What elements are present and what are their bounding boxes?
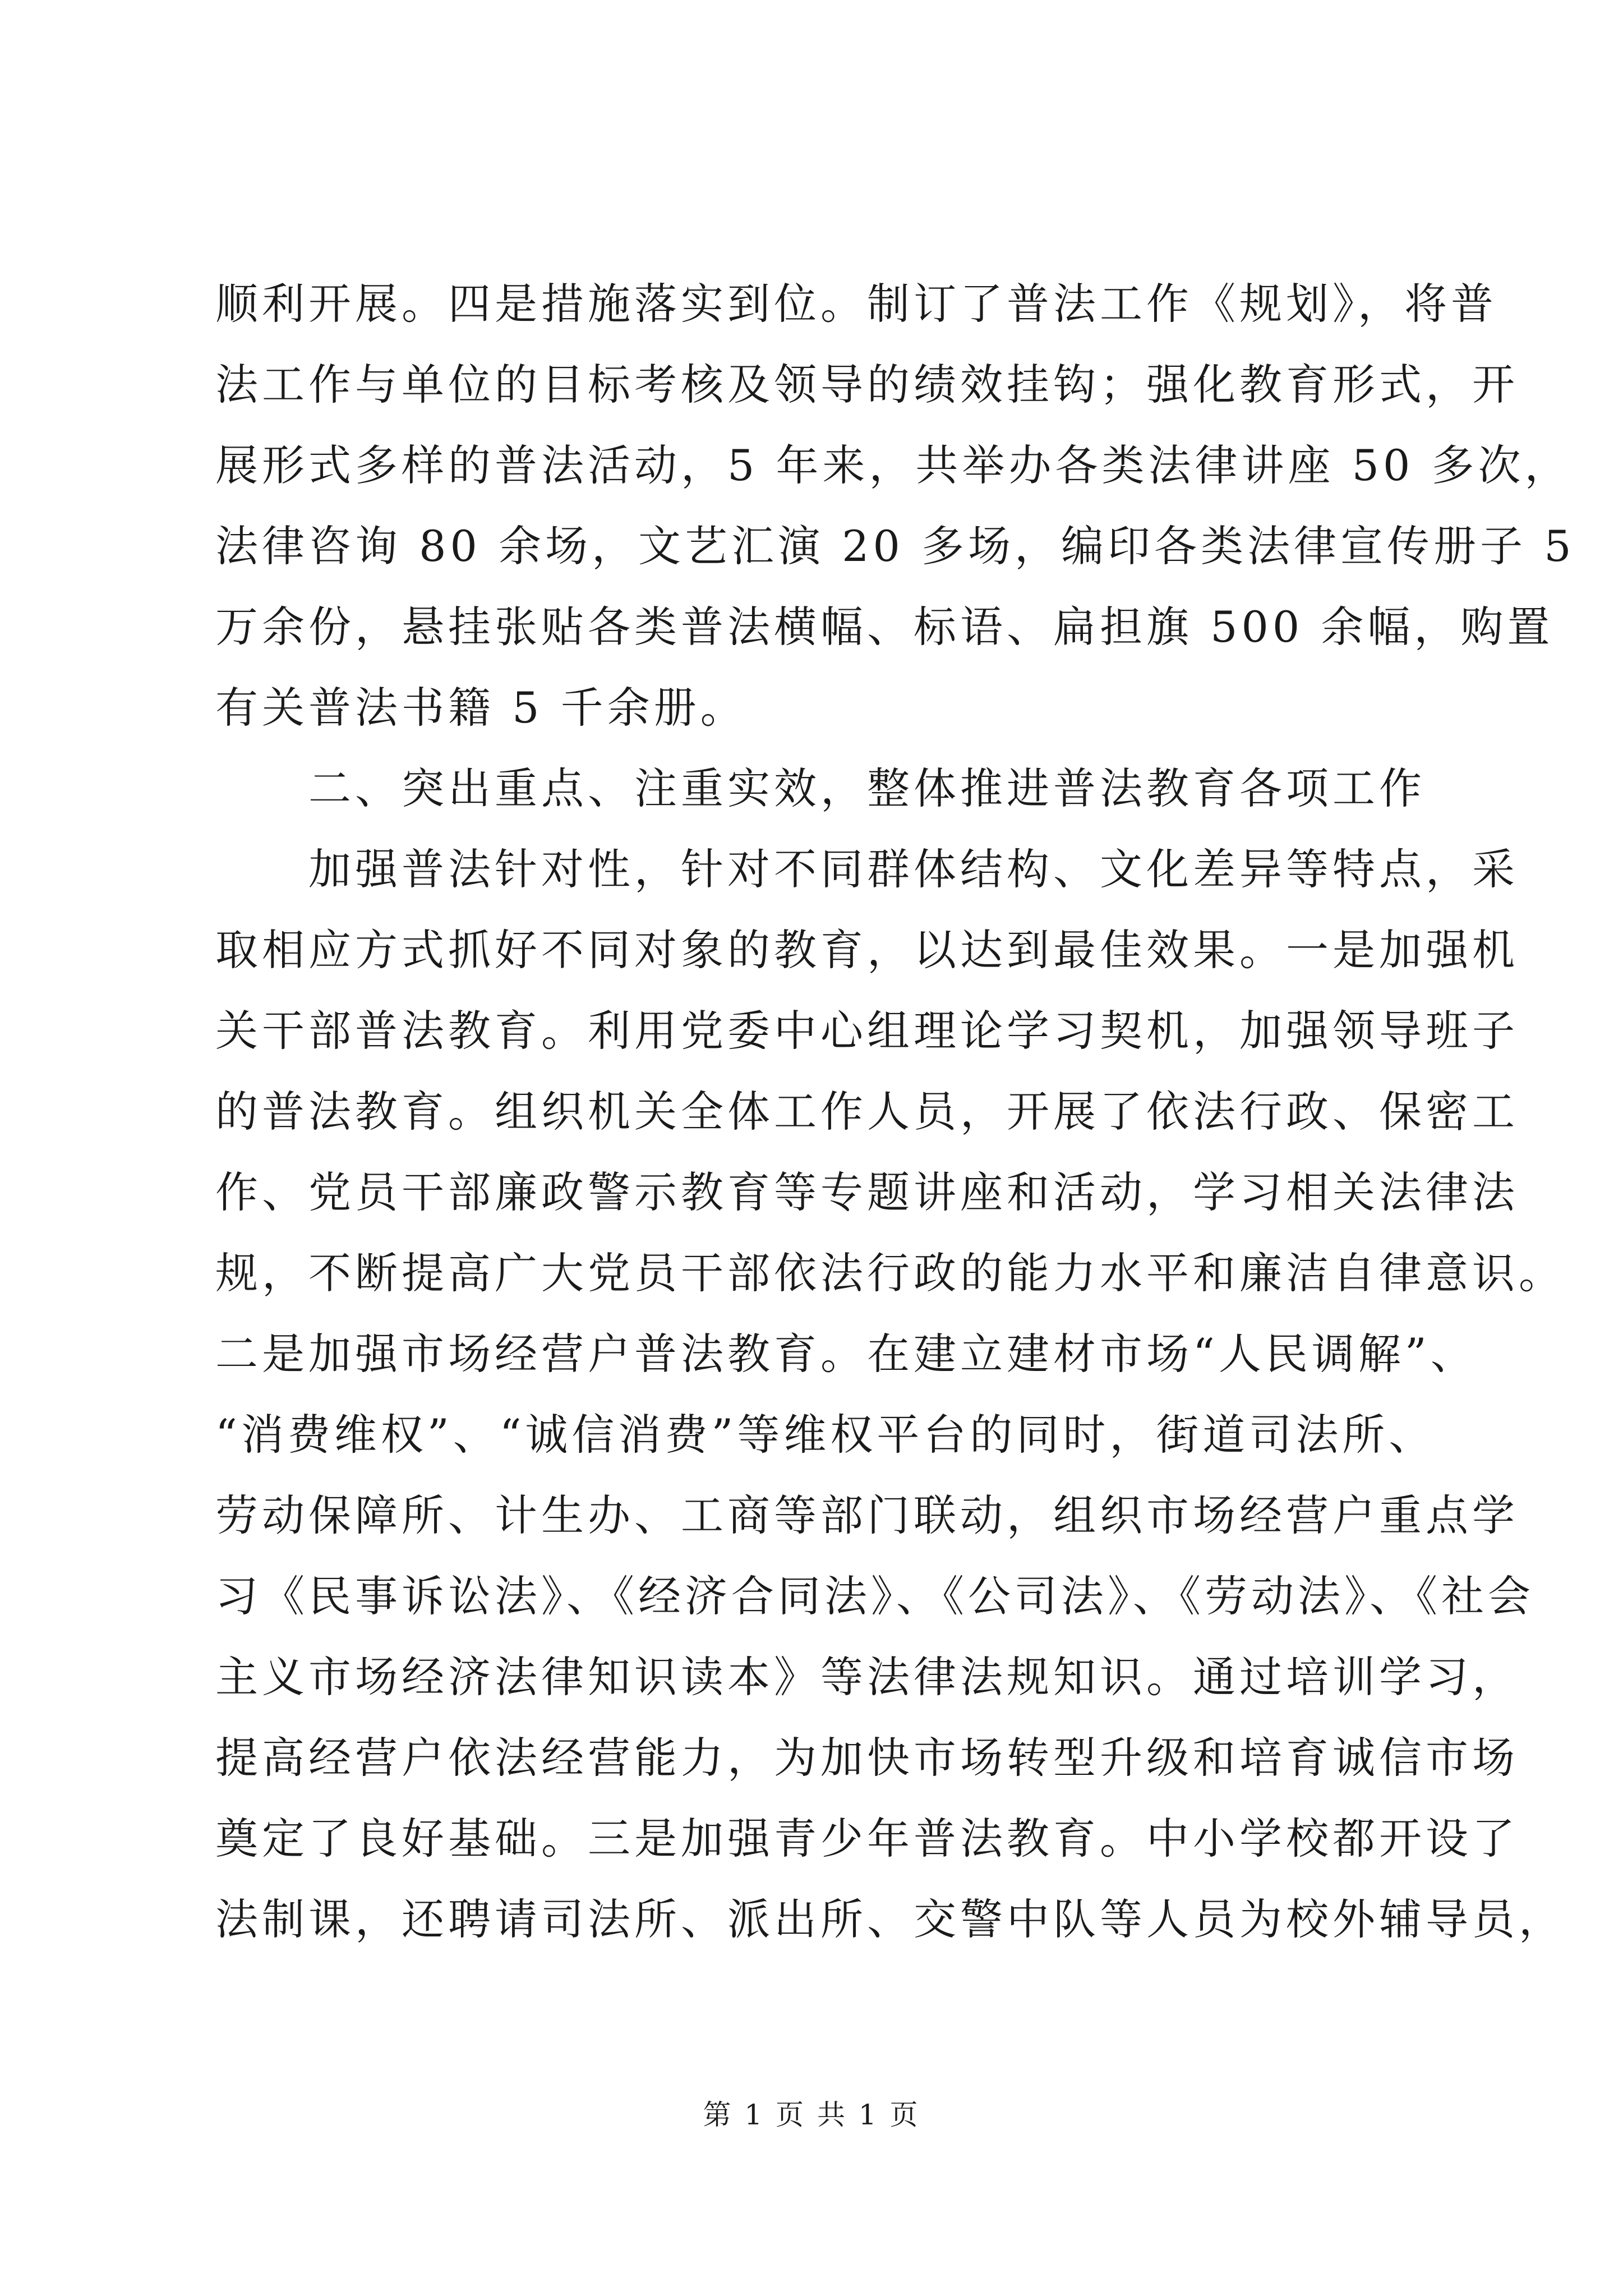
text-line: 顺利开展。四是措施落实到位。制订了普法工作《规划》，将普: [215, 279, 1497, 329]
text-line: 作、党员干部廉政警示教育等专题讲座和活动，学习相关法律法: [215, 1167, 1519, 1217]
text-line: 主义市场经济法律知识读本》等法律法规知识。通过培训学习，: [215, 1652, 1519, 1702]
text-line: 取相应方式抓好不同对象的教育，以达到最佳效果。一是加强机: [215, 925, 1519, 975]
text-line: 法律咨询 80 余场，文艺汇演 20 多场，编印各类法律宣传册子 5: [215, 521, 1575, 571]
text-line: 有关普法书籍 5 千余册。: [215, 683, 747, 733]
text-line: 加强普法针对性，针对不同群体结构、文化差异等特点，采: [308, 844, 1519, 894]
text-line: 提高经营户依法经营能力，为加快市场转型升级和培育诚信市场: [215, 1733, 1519, 1783]
text-line: 法制课，还聘请司法所、派出所、交警中队等人员为校外辅导员，: [215, 1894, 1565, 1944]
text-line: 二是加强市场经营户普法教育。在建立建材市场“人民调解”、: [215, 1329, 1477, 1379]
text-line: 关干部普法教育。利用党委中心组理论学习契机，加强领导班子: [215, 1006, 1519, 1056]
text-line: 习《民事诉讼法》、《经济合同法》、《公司法》、《劳动法》、《社会: [215, 1571, 1534, 1621]
text-line: 万余份，悬挂张贴各类普法横幅、标语、扁担旗 500 余幅，购置: [215, 602, 1554, 652]
text-line: 奠定了良好基础。三是加强青少年普法教育。中小学校都开设了: [215, 1814, 1519, 1864]
document-body: [215, 264, 1575, 1960]
text-line: 的普法教育。组织机关全体工作人员，开展了依法行政、保密工: [215, 1087, 1519, 1137]
text-line: “消费维权”、“诚信消费”等维权平台的同时，街道司法所、: [215, 1410, 1436, 1460]
text-line: 劳动保障所、计生办、工商等部门联动，组织市场经营户重点学: [215, 1490, 1519, 1540]
text-line: 法工作与单位的目标考核及领导的绩效挂钩；强化教育形式，开: [215, 360, 1519, 409]
text-line: 规，不断提高广大党员干部依法行政的能力水平和廉洁自律意识。: [215, 1248, 1565, 1298]
page-footer: 第 1 页 共 1 页: [703, 2099, 920, 2131]
text-line: 展形式多样的普法活动，5 年来，共举办各类法律讲座 50 多次，: [215, 440, 1571, 490]
text-line: 二、突出重点、注重实效，整体推进普法教育各项工作: [308, 763, 1426, 813]
